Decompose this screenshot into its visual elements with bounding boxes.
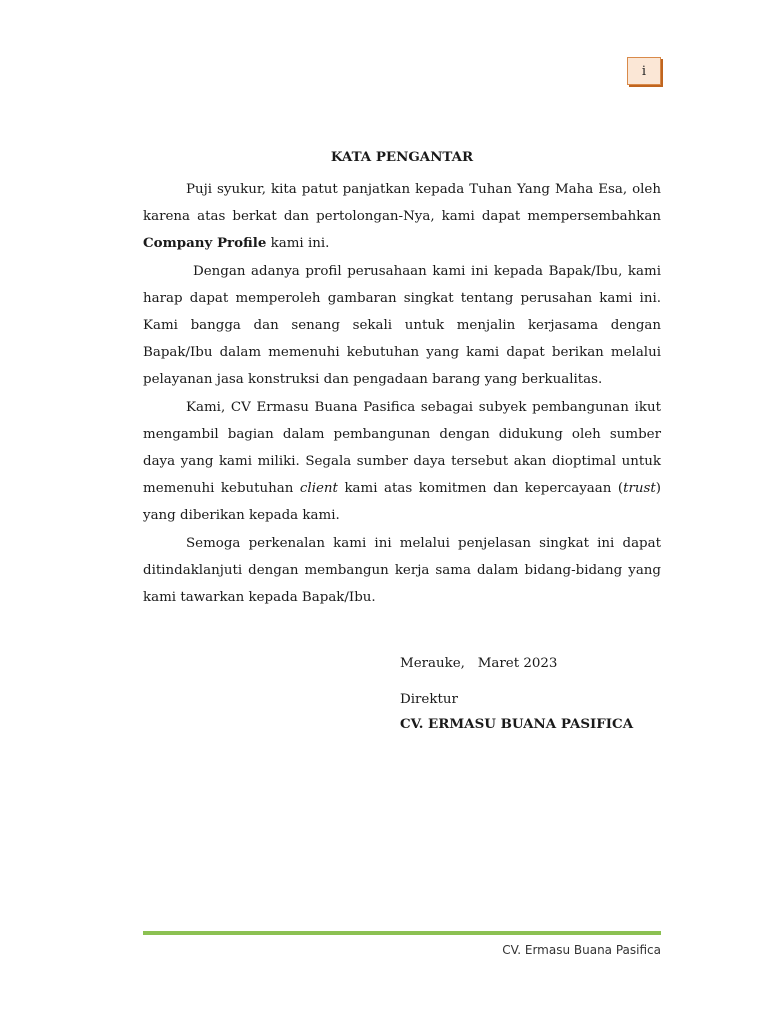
paragraph-3-text-b: kami atas komitmen dan kepercayaan ( (337, 481, 624, 497)
footer-company-name: CV. Ermasu Buana Pasifica (502, 943, 661, 957)
signer-position: Direktur (400, 692, 458, 707)
paragraph-4: Semoga perkenalan kami ini melalui penjelasan singkat ini dapat ditindaklanjuti dengan membangun kerja sama dalam bidang-bidang yang kami tawarkan kepada Bapak/Ibu. (143, 535, 661, 606)
client-italic: client (299, 481, 338, 497)
company-profile-bold: Company Profile (143, 235, 267, 252)
page-number-badge (627, 57, 661, 85)
page-title: KATA PENGANTAR (330, 149, 474, 165)
footer-divider (143, 931, 661, 935)
signature-block (400, 652, 633, 736)
trust-italic: trust (623, 481, 656, 497)
paragraph-3-text-c: ) yang diberikan kepada kami. (143, 481, 661, 524)
signer-company: CV. ERMASU BUANA PASIFICA (400, 716, 634, 732)
paragraph-1-text-a: Puji syukur, kita patut panjatkan kepada Tuhan Yang Maha Esa, oleh karena atas berkat dan pertolongan-Nya, kami dapat mempersembahkan (143, 182, 661, 225)
paragraph-2: Dengan adanya profil perusahaan kami ini kepada Bapak/Ibu, kami harap dapat memperoleh gambaran singkat tentang perusahan kami ini. Kami bangga dan senang sekali untuk menjalin kerjasama dengan Bapak/Ibu dalam memenuhi kebutuhan yang kami dapat berikan melalui pelayanan jasa konstruksi dan pengadaan barang yang berkualitas. (143, 263, 661, 388)
paragraph-3 (143, 394, 661, 530)
paragraph-3-text-a: Kami, CV Ermasu Buana Pasifica sebagai subyek pembangunan ikut mengambil bagian dalam pembangunan dengan didukung oleh sumber daya yang kami miliki. Segala sumber daya tersebut akan dioptimal untuk memenuhi kebutuhan (143, 399, 661, 497)
paragraph-1-text-b: kami ini. (266, 236, 330, 252)
document-body (143, 146, 661, 611)
paragraph-1 (143, 176, 661, 258)
page-number: i (641, 63, 647, 79)
place-date: Merauke, Maret 2023 (400, 656, 558, 671)
